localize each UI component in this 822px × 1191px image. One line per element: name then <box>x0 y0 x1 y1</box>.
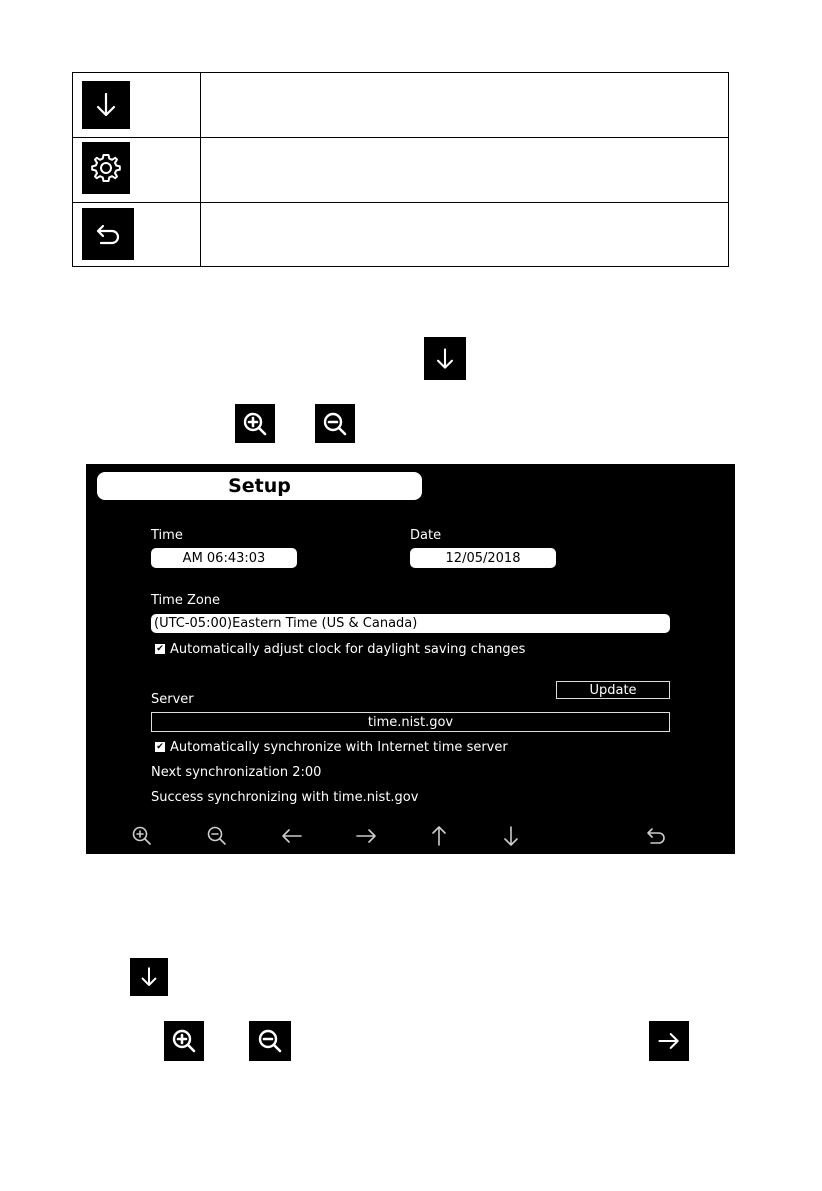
server-label: Server <box>151 692 194 707</box>
timezone-select[interactable]: (UTC-05:00)Eastern Time (US & Canada) <box>151 614 670 633</box>
next-sync-text: Next synchronization 2:00 <box>151 765 322 780</box>
table-divider <box>73 202 728 203</box>
arrow-down-icon <box>130 958 168 996</box>
setup-title: Setup <box>97 472 422 500</box>
gear-icon <box>82 142 130 194</box>
time-field[interactable]: AM 06:43:03 <box>151 548 297 568</box>
zoom-in-icon <box>235 404 275 443</box>
sync-status-text: Success synchronizing with time.nist.gov <box>151 790 419 805</box>
timezone-label: Time Zone <box>151 593 221 608</box>
zoom-in-icon[interactable] <box>130 824 154 848</box>
date-label: Date <box>410 528 442 543</box>
arrow-right-icon[interactable] <box>354 824 378 848</box>
zoom-out-icon[interactable] <box>205 824 229 848</box>
setup-screen <box>86 464 735 854</box>
zoom-out-icon <box>249 1021 291 1061</box>
table-divider <box>73 137 728 138</box>
arrow-left-icon[interactable] <box>280 824 304 848</box>
zoom-in-icon <box>164 1021 204 1061</box>
time-label: Time <box>151 528 183 543</box>
table-divider <box>200 73 201 266</box>
sync-checkbox[interactable]: ✔ <box>156 741 164 752</box>
dst-checkbox-label: Automatically adjust clock for daylight saving changes <box>170 642 526 657</box>
date-field[interactable]: 12/05/2018 <box>410 548 556 568</box>
arrow-down-icon <box>82 81 130 129</box>
dst-checkbox[interactable]: ✔ <box>156 643 164 654</box>
sync-checkbox-row[interactable] <box>155 740 508 755</box>
arrow-down-icon[interactable] <box>499 824 523 848</box>
arrow-down-icon <box>424 337 466 380</box>
return-icon[interactable] <box>644 824 668 848</box>
sync-checkbox-label: Automatically synchronize with Internet time server <box>170 740 508 755</box>
update-button[interactable]: Update <box>556 681 670 699</box>
server-field[interactable]: time.nist.gov <box>151 712 670 732</box>
zoom-out-icon <box>315 404 355 443</box>
return-icon <box>82 208 134 260</box>
arrow-up-icon[interactable] <box>427 824 451 848</box>
arrow-right-icon <box>649 1021 689 1061</box>
dst-checkbox-row[interactable] <box>155 642 525 657</box>
icon-legend-table <box>72 72 729 267</box>
